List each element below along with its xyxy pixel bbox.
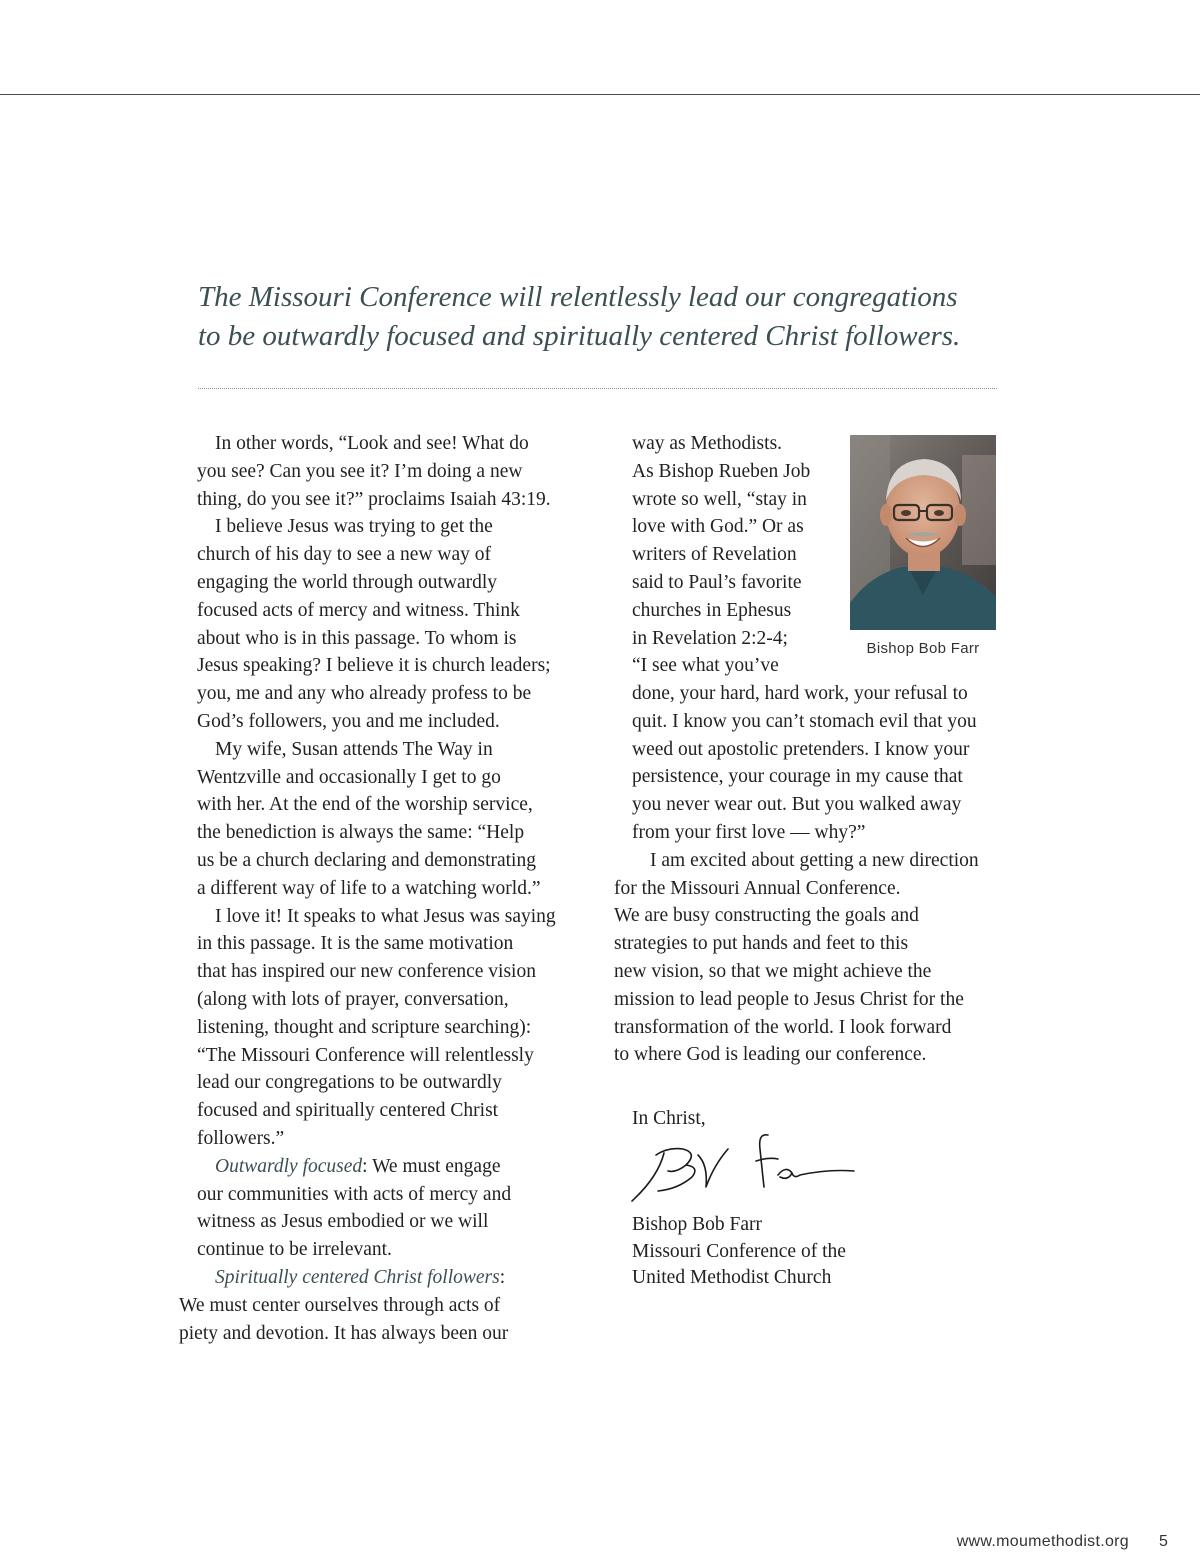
text-line: lead our congregations to be outwardly xyxy=(197,1072,502,1094)
term-continuation: : We must engage xyxy=(362,1155,501,1177)
text-line: that has inspired our new conference vision xyxy=(197,961,536,983)
text-line: said to Paul’s favorite xyxy=(632,571,802,593)
text-line: thing, do you see it?” proclaims Isaiah 43:19. xyxy=(197,488,551,510)
portrait-illustration xyxy=(850,435,996,630)
dotted-divider xyxy=(198,388,997,389)
paragraph-spiritually-centered xyxy=(179,1264,577,1347)
text-line: in this passage. It is the same motivation xyxy=(197,933,514,955)
text-line: I love it! It speaks to what Jesus was saying xyxy=(215,905,556,927)
term-continuation: : xyxy=(499,1266,506,1288)
paragraph-outwardly-focused xyxy=(197,1153,577,1264)
text-line: about who is in this passage. To whom is xyxy=(197,627,517,649)
page-number: 5 xyxy=(1159,1533,1168,1550)
closing-salutation: In Christ, xyxy=(632,1108,706,1129)
handwritten-signature xyxy=(628,1125,858,1205)
text-line: for the Missouri Annual Conference. xyxy=(614,877,901,899)
text-line: focused and spiritually centered Christ xyxy=(197,1100,499,1122)
text-line: from your first love — why?” xyxy=(632,821,866,843)
text-line: My wife, Susan attends The Way in xyxy=(215,738,493,760)
bishop-portrait-photo xyxy=(850,435,996,630)
term-spiritually-centered: Spiritually centered Christ followers xyxy=(215,1266,500,1288)
signature-block xyxy=(632,1212,846,1292)
paragraph-vision xyxy=(197,903,577,1153)
top-rule xyxy=(0,94,1200,95)
right-column xyxy=(614,680,1002,1069)
text-line: you see? Can you see it? I’m doing a new xyxy=(197,460,523,482)
text-line: love with God.” Or as xyxy=(632,516,804,538)
term-outwardly-focused: Outwardly focused xyxy=(215,1155,363,1177)
paragraph-new-direction xyxy=(614,847,1002,1069)
paragraph-wife xyxy=(197,736,577,903)
text-line: you, me and any who already profess to be xyxy=(197,683,532,705)
text-line: engaging the world through outwardly xyxy=(197,571,498,593)
text-line: done, your hard, hard work, your refusal to xyxy=(632,683,968,704)
left-column xyxy=(179,430,577,1347)
text-line: I am excited about getting a new direction xyxy=(650,849,979,871)
text-line: listening, thought and scripture searching): xyxy=(197,1016,532,1038)
paragraph-revelation xyxy=(632,680,1002,847)
text-line: followers.” xyxy=(197,1127,285,1149)
text-line: weed out apostolic pretenders. I know your xyxy=(632,738,970,760)
signer-title-line-1: Missouri Conference of the xyxy=(632,1240,846,1262)
text-line: persistence, your courage in my cause that xyxy=(632,766,963,788)
text-line: in Revelation 2:2-4; xyxy=(632,627,788,649)
paragraph-methodists xyxy=(632,430,847,680)
text-line: writers of Revelation xyxy=(632,544,797,566)
text-line: churches in Ephesus xyxy=(632,599,792,621)
text-line: I believe Jesus was trying to get the xyxy=(215,516,493,538)
text-line: “I see what you’ve xyxy=(632,655,779,677)
text-line: transformation of the world. I look forward xyxy=(614,1016,952,1038)
text-line: piety and devotion. It has always been our xyxy=(179,1322,509,1344)
text-line: with her. At the end of the worship service, xyxy=(197,794,533,816)
text-line: us be a church declaring and demonstrating xyxy=(197,849,536,871)
text-line: church of his day to see a new way of xyxy=(197,544,492,566)
text-line: wrote so well, “stay in xyxy=(632,488,807,510)
text-line: the benediction is always the same: “Help xyxy=(197,822,525,844)
text-line: witness as Jesus embodied or we will xyxy=(197,1211,489,1233)
text-line: (along with lots of prayer, conversation, xyxy=(197,988,509,1010)
text-line: In other words, “Look and see! What do xyxy=(215,433,529,454)
signer-name: Bishop Bob Farr xyxy=(632,1214,763,1235)
text-line: quit. I know you can’t stomach evil that you xyxy=(632,710,977,732)
text-line: mission to lead people to Jesus Christ for the xyxy=(614,988,964,1010)
text-line: “The Missouri Conference will relentlessly xyxy=(197,1044,534,1066)
text-line: you never wear out. But you walked away xyxy=(632,794,962,816)
text-line: strategies to put hands and feet to this xyxy=(614,933,909,955)
paragraph-jesus xyxy=(197,513,577,735)
headline-line-2: to be outwardly focused and spiritually centered Christ followers. xyxy=(198,320,961,352)
text-line: to where God is leading our conference. xyxy=(614,1044,927,1066)
text-line: We are busy constructing the goals and xyxy=(614,905,919,927)
right-column-wrap xyxy=(632,430,847,680)
text-line: way as Methodists. xyxy=(632,433,783,454)
text-line: continue to be irrelevant. xyxy=(197,1239,392,1261)
signer-title-line-2: United Methodist Church xyxy=(632,1267,832,1288)
paragraph-isaiah xyxy=(197,430,577,513)
text-line: God’s followers, you and me included. xyxy=(197,710,500,732)
text-line: a different way of life to a watching world.” xyxy=(197,877,541,899)
text-line: We must center ourselves through acts of xyxy=(179,1294,501,1316)
text-line: Wentzville and occasionally I get to go xyxy=(197,766,501,788)
text-line: focused acts of mercy and witness. Think xyxy=(197,599,520,621)
text-line xyxy=(215,1267,505,1288)
text-line: As Bishop Rueben Job xyxy=(632,460,811,482)
photo-caption: Bishop Bob Farr xyxy=(866,640,980,657)
text-line: new vision, so that we might achieve the xyxy=(614,960,932,982)
text-line xyxy=(215,1156,500,1177)
footer-website-url: www.moumethodist.org xyxy=(956,1533,1129,1550)
text-line: Jesus speaking? I believe it is church leaders; xyxy=(197,655,551,677)
text-line: our communities with acts of mercy and xyxy=(197,1183,512,1205)
headline-line-1: The Missouri Conference will relentlessly lead our congregations xyxy=(198,281,958,313)
vision-headline xyxy=(198,278,1018,356)
